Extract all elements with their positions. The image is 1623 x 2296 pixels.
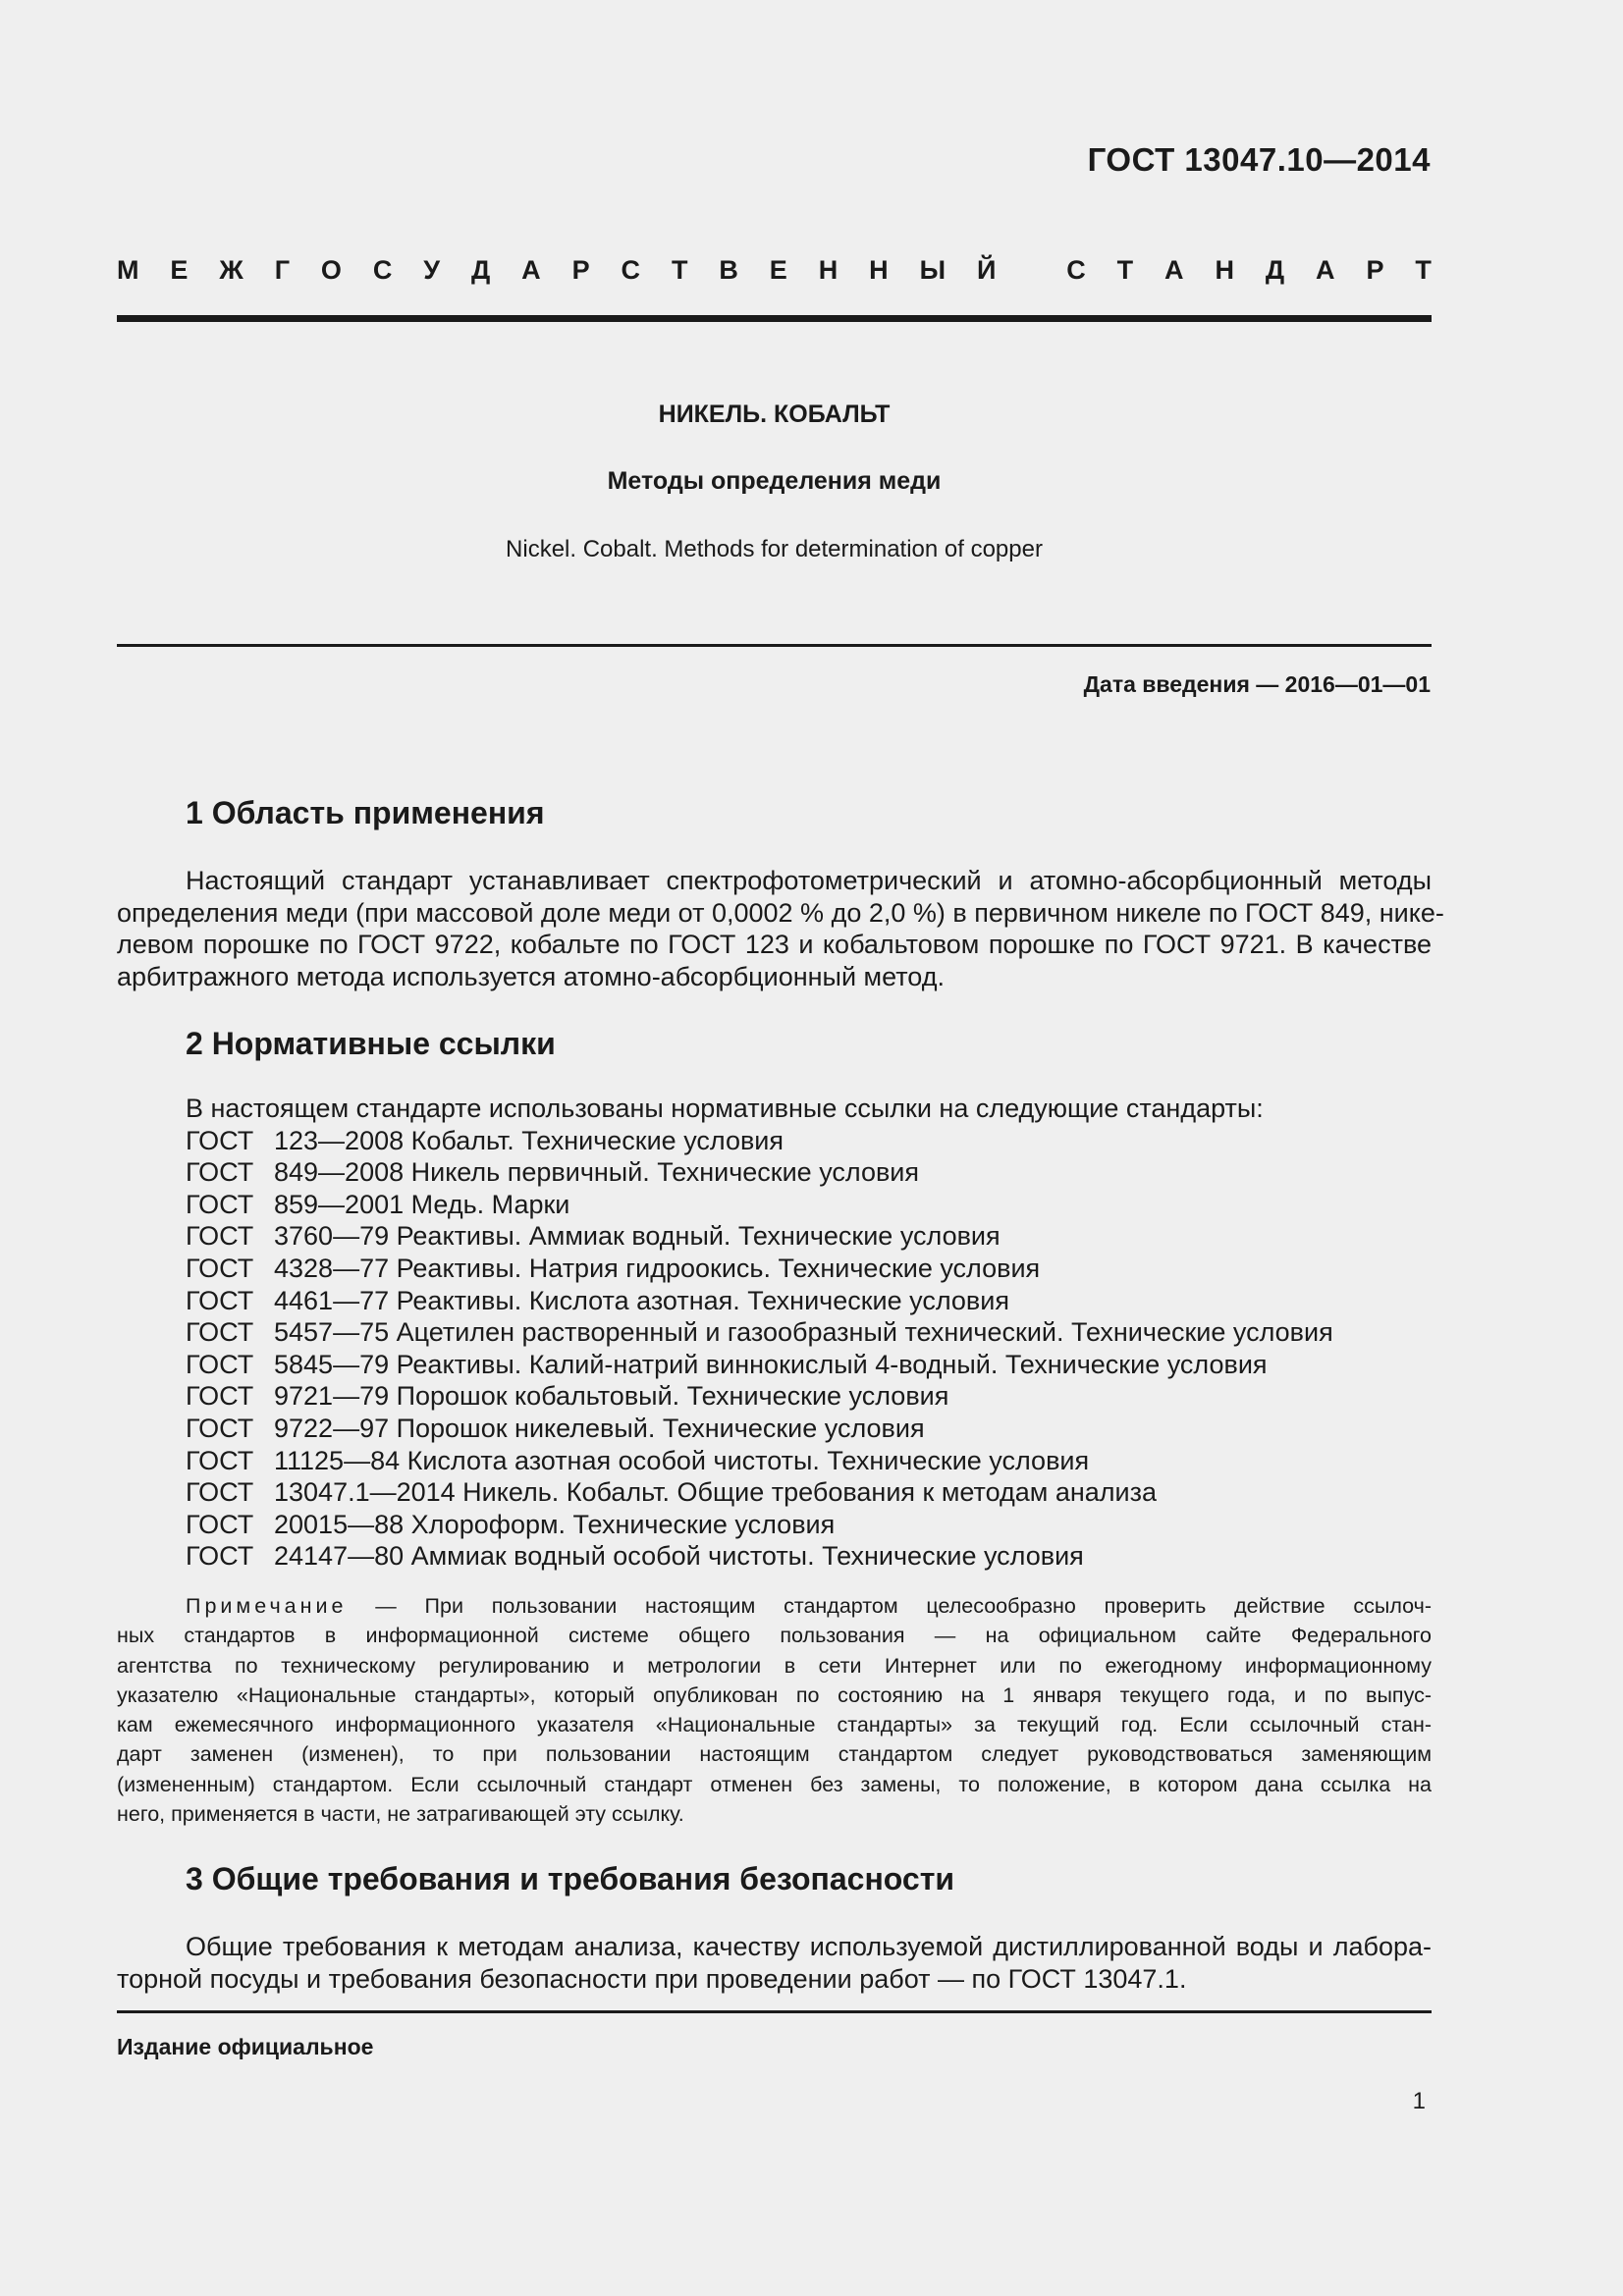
standard-kind-letter: Й [976, 255, 997, 285]
standard-kind-letter: С [621, 255, 641, 285]
reference-text: 123—2008 Кобальт. Технические условия [274, 1125, 784, 1155]
standard-kind-letter: Н [869, 255, 889, 285]
note-line: дарт заменен (изменен), то при пользовании настоящим стандартом следует руководствоваться заменяющим [117, 1742, 1432, 1767]
reference-prefix: ГОСТ [186, 1317, 254, 1348]
note-line: него, применяется в части, не затрагивающей эту ссылку. [117, 1802, 684, 1827]
note-label: Примечание [186, 1594, 348, 1618]
standard-kind-letter: С [372, 255, 393, 285]
reference-prefix: ГОСТ [186, 1349, 254, 1379]
scope-line: левом порошке по ГОСТ 9722, кобальте по ГОСТ 123 и кобальтовом порошке по ГОСТ 9721. В качестве [117, 930, 1432, 959]
references-note [117, 1591, 1432, 1829]
document-subtitle: Методы определения меди [607, 467, 942, 495]
header-rule [117, 315, 1432, 322]
standard-kind-letter: А [1316, 255, 1335, 285]
title-rule [117, 644, 1432, 647]
standard-kind-letter: Д [471, 255, 491, 285]
reference-prefix: ГОСТ [186, 1541, 254, 1572]
standard-kind-letter: О [320, 255, 342, 285]
reference-item [186, 1285, 1333, 1317]
reference-prefix: ГОСТ [186, 1285, 254, 1315]
reference-prefix: ГОСТ [186, 1253, 254, 1283]
standard-kind-letter: Р [571, 255, 590, 285]
standard-kind-letter: Т [1415, 255, 1432, 285]
reference-text: 5845—79 Реактивы. Калий-натрий виннокислый 4-водный. Технические условия [274, 1349, 1268, 1379]
reference-item [186, 1413, 1333, 1445]
reference-item [186, 1253, 1333, 1285]
standard-kind-letter: Ы [919, 255, 947, 285]
reference-list [186, 1093, 1333, 1573]
reference-text: 13047.1—2014 Никель. Кобальт. Общие требования к методам анализа [274, 1477, 1158, 1508]
reference-prefix: ГОСТ [186, 1509, 254, 1539]
page-number: 1 [1412, 2088, 1426, 2114]
reference-prefix: ГОСТ [186, 1221, 254, 1252]
standard-kind-letter: Е [769, 255, 787, 285]
standard-kind-letter: У [423, 255, 441, 285]
reference-text: 9721—79 Порошок кобальтовый. Технические условия [274, 1381, 949, 1412]
introduction-date: Дата введения — 2016—01—01 [1083, 671, 1431, 697]
reference-text: 24147—80 Аммиак водный особой чистоты. Технические условия [274, 1541, 1084, 1572]
standard-kind-letter: В [719, 255, 738, 285]
reference-prefix: ГОСТ [186, 1125, 254, 1155]
word-gap [1027, 255, 1035, 286]
scope-paragraph [117, 865, 1444, 992]
document-title-english: Nickel. Cobalt. Methods for determination of copper [506, 536, 1043, 562]
note-line: кам ежемесячного информационного указателя «Национальные стандарты» за текущий год. Если ссылочный стан- [117, 1713, 1432, 1737]
general-line: торной посуды и требования безопасности при проведении работ — по ГОСТ 13047.1. [117, 1963, 1187, 1994]
reference-item [186, 1189, 1333, 1221]
standard-kind-letter: Е [170, 255, 189, 285]
section-heading-general-requirements: 3 Общие требования и требования безопасности [186, 1861, 955, 1896]
standard-kind-letter: С [1066, 255, 1086, 285]
standard-kind-letter: М [117, 255, 139, 285]
standard-kind-letter: Н [818, 255, 839, 285]
note-line: (измененным) стандартом. Если ссылочный стандарт отменен без замены, то положение, в котором дана ссылка на [117, 1772, 1432, 1796]
note-line: агентства по техническому регулированию и метрологии в сети Интернет или по ежегодному информационному [117, 1653, 1432, 1678]
reference-text: 20015—88 Хлороформ. Технические условия [274, 1509, 836, 1539]
standard-kind-letter: Ж [219, 255, 243, 285]
general-requirements-paragraph [117, 1931, 1432, 1995]
standard-kind-letter: Г [274, 255, 290, 285]
reference-text: 11125—84 Кислота азотная особой чистоты. Технические условия [274, 1445, 1090, 1475]
note-line: указателю «Национальные стандарты», который опубликован по состоянию на 1 января текущего года, и по выпус- [117, 1682, 1432, 1707]
reference-text: 3760—79 Реактивы. Аммиак водный. Технические условия [274, 1221, 1001, 1252]
general-line: Общие требования к методам анализа, качеству используемой дистиллированной воды и лабора- [186, 1932, 1432, 1961]
note-line: ных стандартов в информационной системе общего пользования — на официальном сайте Федерального [117, 1624, 1432, 1648]
reference-item [186, 1156, 1333, 1189]
reference-text: 4461—77 Реактивы. Кислота азотная. Технические условия [274, 1285, 1009, 1315]
reference-text: 9722—97 Порошок никелевый. Технические условия [274, 1413, 925, 1443]
standard-kind [117, 255, 1432, 286]
reference-prefix: ГОСТ [186, 1381, 254, 1412]
reference-prefix: ГОСТ [186, 1445, 254, 1475]
section-heading-scope: 1 Область применения [186, 795, 545, 830]
reference-item [186, 1476, 1333, 1509]
standard-kind-letter: Т [1116, 255, 1134, 285]
reference-item [186, 1125, 1333, 1157]
scope-line: определения меди (при массовой доле меди от 0,0002 % до 2,0 %) в первичном никеле по ГОСТ 849, нике- [117, 897, 1444, 928]
note-line: Примечание — При пользовании настоящим стандартом целесообразно проверить действие ссылоч- [186, 1594, 1432, 1618]
scope-line: Настоящий стандарт устанавливает спектрофотометрический и атомно-абсорбционный методы [186, 866, 1432, 895]
standard-kind-letter: Н [1215, 255, 1234, 285]
reference-item [186, 1349, 1333, 1381]
document-title: НИКЕЛЬ. КОБАЛЬТ [658, 400, 891, 428]
reference-text: 849—2008 Никель первичный. Технические условия [274, 1157, 920, 1188]
reference-item [186, 1316, 1333, 1349]
reference-prefix: ГОСТ [186, 1477, 254, 1508]
scope-line: арбитражного метода используется атомно-абсорбционный метод. [117, 961, 945, 991]
reference-text: 5457—75 Ацетилен растворенный и газообразный технический. Технические условия [274, 1317, 1333, 1348]
reference-prefix: ГОСТ [186, 1157, 254, 1188]
reference-item [186, 1540, 1333, 1573]
standard-number: ГОСТ 13047.10—2014 [1087, 141, 1431, 178]
reference-prefix: ГОСТ [186, 1413, 254, 1443]
standard-kind-letter: А [1164, 255, 1184, 285]
standard-kind-letter: Д [1265, 255, 1285, 285]
edition-label: Издание официальное [117, 2034, 374, 2059]
standard-kind-letter: А [521, 255, 541, 285]
reference-item [186, 1220, 1333, 1253]
reference-item [186, 1380, 1333, 1413]
standard-kind-letter: Т [671, 255, 688, 285]
section-heading-references: 2 Нормативные ссылки [186, 1026, 556, 1061]
reference-prefix: ГОСТ [186, 1189, 254, 1219]
reference-item [186, 1445, 1333, 1477]
references-intro: В настоящем стандарте использованы нормативные ссылки на следующие стандарты: [186, 1094, 1264, 1123]
reference-item [186, 1509, 1333, 1541]
reference-text: 4328—77 Реактивы. Натрия гидроокись. Технические условия [274, 1253, 1041, 1283]
reference-text: 859—2001 Медь. Марки [274, 1189, 570, 1219]
footer-rule [117, 2010, 1432, 2013]
standard-kind-letter: Р [1366, 255, 1384, 285]
